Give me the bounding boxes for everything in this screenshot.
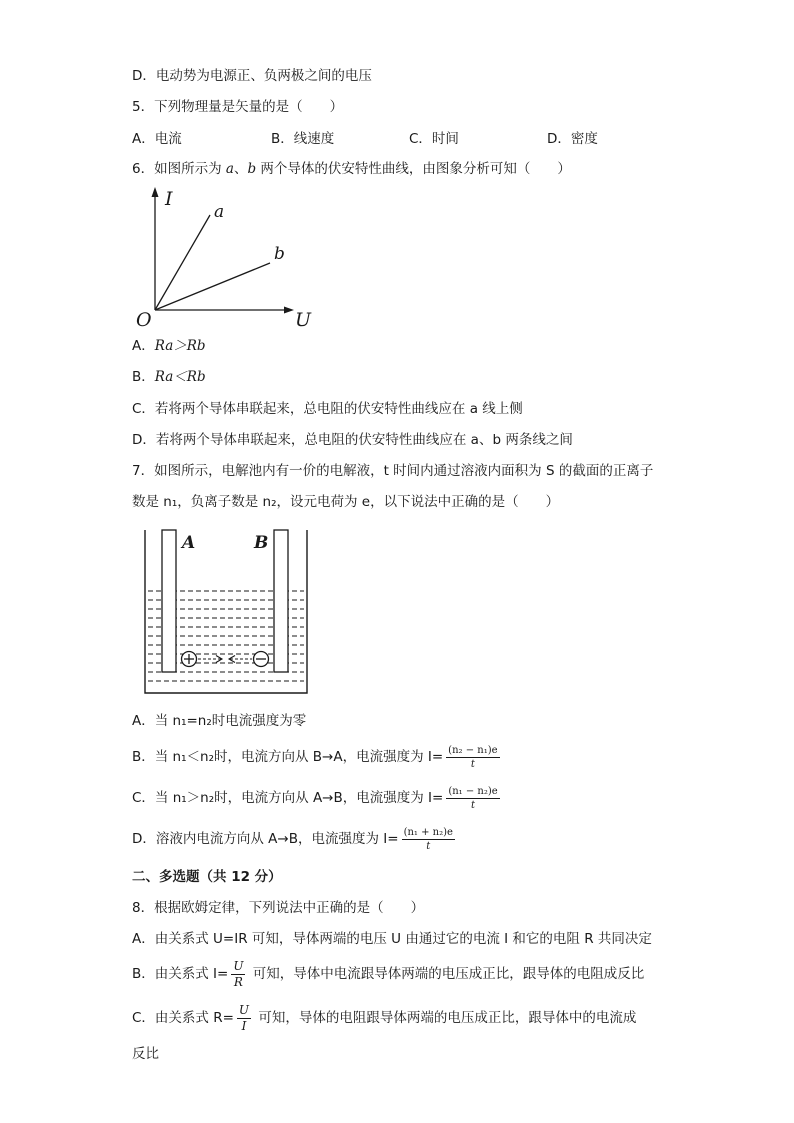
q7-stem-line2: 数是 n₁，负离子数是 n₂，设元电荷为 e，以下说法中正确的是（ ） — [132, 494, 560, 510]
q8-stem: 8．根据欧姆定律，下列说法中正确的是（ ） — [132, 900, 425, 916]
q7-option-b-fraction: $\frac{\text{(n₂ − n₁)e}}{t}$ — [448, 744, 498, 770]
q5-option-c: C．时间 — [409, 131, 459, 147]
u-axis-arrow-icon — [284, 307, 294, 314]
q6-option-b: B．Ra＜Rb — [132, 369, 206, 385]
q7-option-d-fraction: $\frac{\text{(n₁ + n₂)e}}{t}$ — [403, 826, 453, 852]
q8-option-b-fraction: $\frac{U}{R}$ — [233, 958, 244, 989]
q5-stem: 5．下列物理量是矢量的是（ ） — [132, 99, 344, 115]
q5-option-a: A．电流 — [132, 131, 182, 147]
line-b — [155, 263, 270, 310]
q8-option-b: B．由关系式 I= $\frac{U}{R}$ 可知，导体中电流跟导体两端的电压成正比，跟导体的电阻成反比 — [132, 958, 645, 989]
electrolytic-cell-figure — [140, 526, 315, 696]
section-heading-multiple-choice: 二、多选题（共 12 分） — [132, 869, 282, 885]
q6-option-a: A．Ra＞Rb — [132, 338, 206, 354]
line-a — [155, 215, 210, 310]
q5-option-b: B．线速度 — [271, 131, 335, 147]
q8-option-c-fraction: $\frac{U}{I}$ — [238, 1002, 250, 1033]
q7-stem-line1: 7．如图所示，电解池内有一价的电解液，t 时间内通过溶液内面积为 S 的截面的正离子 — [132, 463, 654, 479]
line-b-label: b — [274, 244, 285, 264]
origin-label: O — [136, 309, 152, 331]
electrode-a-label: A — [182, 533, 196, 553]
negative-ion-icon — [254, 652, 269, 667]
i-axis-label: I — [165, 188, 173, 210]
electrode-b-label: B — [254, 533, 269, 553]
q6-option-c: C．若将两个导体串联起来，总电阻的伏安特性曲线应在 a 线上侧 — [132, 401, 523, 417]
iu-graph-figure — [130, 183, 330, 333]
q7-option-c: C．当 n₁＞n₂时，电流方向从 A→B，电流强度为 I= $\frac{\text{(n₁ − n₂)e}}{t}$ — [132, 785, 498, 811]
positive-ion-icon — [182, 652, 197, 667]
q4-option-d: D．电动势为电源正、负两极之间的电压 — [132, 68, 372, 84]
q8-option-a: A．由关系式 U=IR 可知，导体两端的电压 U 由通过它的电流 I 和它的电阻 R 共同决定 — [132, 931, 652, 947]
q7-option-a: A．当 n₁=n₂时电流强度为零 — [132, 713, 307, 729]
q8-option-c-continued: 反比 — [132, 1046, 159, 1062]
q7-option-d: D．溶液内电流方向从 A→B，电流强度为 I= $\frac{\text{(n₁ + n₂)e}}{t}$ — [132, 826, 453, 852]
negative-ion-arrow-icon — [229, 656, 252, 663]
electrode-b — [274, 530, 288, 672]
u-axis-label: U — [295, 309, 312, 331]
q8-option-c: C．由关系式 R= $\frac{U}{I}$ 可知，导体的电阻跟导体两端的电压成正比，跟导体中的电流成 — [132, 1002, 637, 1033]
i-axis-arrow-icon — [152, 187, 159, 197]
q6-stem: 6．如图所示为 a、b 两个导体的伏安特性曲线，由图象分析可知（ ） — [132, 161, 571, 177]
q7-option-c-fraction: $\frac{\text{(n₁ − n₂)e}}{t}$ — [448, 785, 498, 811]
q7-option-b: B．当 n₁＜n₂时，电流方向从 B→A，电流强度为 I= $\frac{\text{(n₂ − n₁)e}}{t}$ — [132, 744, 498, 770]
electrode-a — [162, 530, 176, 672]
q5-options — [132, 129, 692, 149]
line-a-label: a — [214, 202, 225, 222]
q6-option-d: D．若将两个导体串联起来，总电阻的伏安特性曲线应在 a、b 两条线之间 — [132, 432, 573, 448]
positive-ion-arrow-icon — [198, 656, 222, 663]
q5-option-d: D．密度 — [547, 131, 598, 147]
